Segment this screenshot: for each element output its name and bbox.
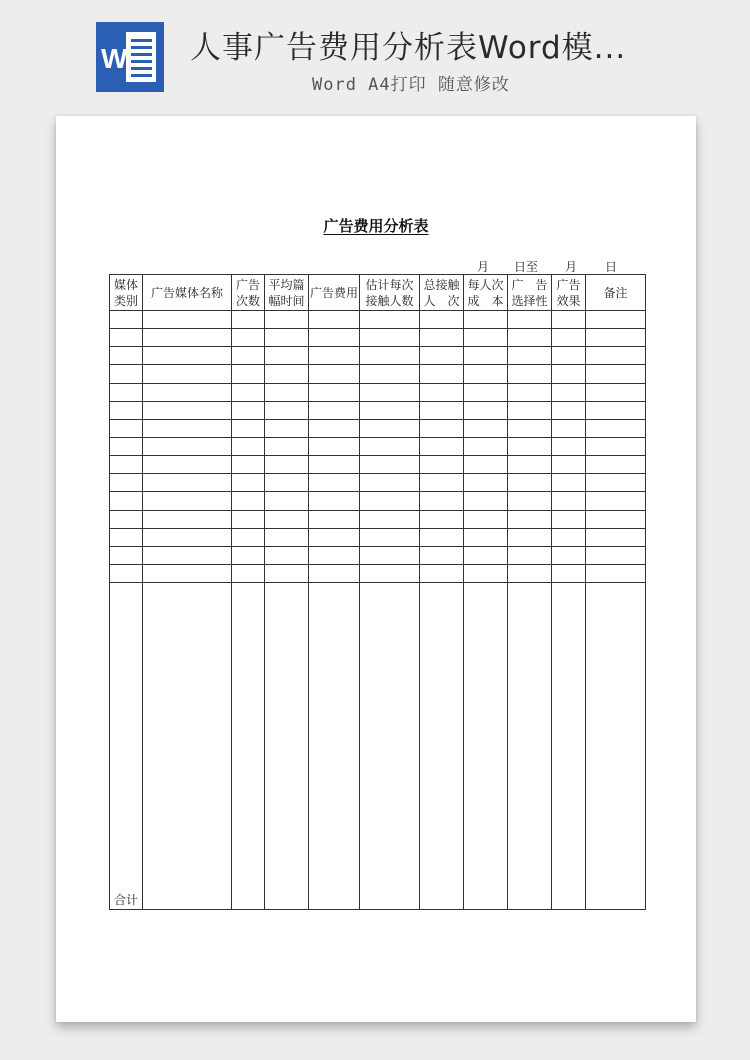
date-day-to: 日至: [514, 260, 539, 274]
table-cell: [265, 401, 309, 419]
table-cell: [232, 383, 265, 401]
table-cell: [265, 583, 309, 910]
table-cell: [586, 419, 646, 437]
table-cell: [143, 383, 232, 401]
table-cell: [552, 401, 586, 419]
table-cell: [464, 347, 508, 365]
table-cell: [110, 383, 143, 401]
table-cell: [110, 528, 143, 546]
table-cell: [143, 456, 232, 474]
table-cell: [552, 311, 586, 329]
table-row: [110, 510, 646, 528]
table-cell: [309, 456, 360, 474]
document-page: [56, 116, 696, 1022]
document-title: 广告费用分析表: [323, 217, 429, 235]
table-cell: [508, 383, 552, 401]
table-cell: [586, 437, 646, 455]
table-cell: [232, 474, 265, 492]
table-cell: [420, 347, 464, 365]
table-cell: [464, 365, 508, 383]
table-cell: [232, 437, 265, 455]
table-cell: [143, 583, 232, 910]
table-cell: [360, 401, 420, 419]
table-cell: [420, 510, 464, 528]
table-cell: [508, 311, 552, 329]
table-cell: [508, 347, 552, 365]
table-cell: [508, 564, 552, 582]
table-cell: [420, 419, 464, 437]
table-cell: [508, 492, 552, 510]
table-cell: [110, 401, 143, 419]
table-cell: [309, 365, 360, 383]
table-cell: [110, 329, 143, 347]
table-cell: [360, 329, 420, 347]
table-cell: [232, 564, 265, 582]
table-row: [110, 329, 646, 347]
table-cell: [265, 564, 309, 582]
table-cell: [265, 347, 309, 365]
table-cell: [552, 492, 586, 510]
table-cell: [464, 437, 508, 455]
table-cell: [464, 528, 508, 546]
table-cell: [552, 456, 586, 474]
table-cell: [143, 564, 232, 582]
table-row: [110, 492, 646, 510]
table-cell: [110, 492, 143, 510]
table-cell: [508, 528, 552, 546]
table-cell: [232, 401, 265, 419]
table-cell: [232, 546, 265, 564]
table-row: [110, 401, 646, 419]
column-header: 广告 效果: [552, 275, 586, 311]
table-cell: [552, 528, 586, 546]
table-cell: [508, 456, 552, 474]
table-cell: [143, 510, 232, 528]
table-cell: [552, 419, 586, 437]
table-cell: [309, 564, 360, 582]
table-cell: [420, 311, 464, 329]
table-cell: [143, 311, 232, 329]
table-cell: [586, 583, 646, 910]
table-cell: [508, 437, 552, 455]
table-cell: [586, 546, 646, 564]
column-header: 总接触 人 次: [420, 275, 464, 311]
column-header: 媒体 类别: [110, 275, 143, 311]
table-cell: [360, 311, 420, 329]
table-cell: [265, 474, 309, 492]
table-cell: [464, 546, 508, 564]
table-cell: [508, 365, 552, 383]
table-cell: [420, 492, 464, 510]
table-cell: [552, 510, 586, 528]
table-cell: [309, 401, 360, 419]
column-header: 估计每次 接触人数: [360, 275, 420, 311]
word-icon-letter: W: [101, 43, 128, 74]
table-cell: [265, 419, 309, 437]
table-cell: [110, 474, 143, 492]
table-cell: [309, 437, 360, 455]
table-cell: [420, 546, 464, 564]
table-cell: [232, 311, 265, 329]
table-cell: [360, 419, 420, 437]
table-row: [110, 456, 646, 474]
table-cell: [360, 347, 420, 365]
column-header: 平均篇 幅时间: [265, 275, 309, 311]
table-row: [110, 546, 646, 564]
table-cell: [360, 437, 420, 455]
table-cell: [265, 528, 309, 546]
table-cell: [586, 401, 646, 419]
table-cell: [143, 365, 232, 383]
table-cell: [309, 311, 360, 329]
table-cell: [110, 419, 143, 437]
date-day-end: 日: [605, 260, 618, 274]
table-cell: [508, 329, 552, 347]
table-cell: [586, 383, 646, 401]
table-cell: [360, 546, 420, 564]
table-cell: [464, 401, 508, 419]
table-cell: [232, 510, 265, 528]
column-header: 每人次 成 本: [464, 275, 508, 311]
table-cell: [265, 510, 309, 528]
table-cell: [309, 383, 360, 401]
table-cell: [143, 419, 232, 437]
table-cell: [420, 365, 464, 383]
table-cell: [265, 456, 309, 474]
table-cell: [464, 329, 508, 347]
table-row: [110, 564, 646, 582]
table-cell: [552, 329, 586, 347]
table-cell: [309, 329, 360, 347]
table-cell: [552, 365, 586, 383]
table-cell: [110, 546, 143, 564]
table-cell: [232, 492, 265, 510]
table-cell: [508, 546, 552, 564]
table-cell: [420, 383, 464, 401]
table-cell: [464, 474, 508, 492]
column-header: 广 告 选择性: [508, 275, 552, 311]
table-cell: [265, 492, 309, 510]
table-cell: [309, 528, 360, 546]
table-cell: [552, 583, 586, 910]
table-cell: [586, 329, 646, 347]
table-row: [110, 383, 646, 401]
table-cell: [420, 437, 464, 455]
table-cell: [586, 365, 646, 383]
analysis-table: [109, 274, 646, 910]
table-row: [110, 347, 646, 365]
table-cell: [420, 456, 464, 474]
table-cell: [265, 311, 309, 329]
table-cell: [360, 474, 420, 492]
table-cell: [232, 329, 265, 347]
table-cell: [464, 456, 508, 474]
table-cell: [552, 383, 586, 401]
table-cell: [360, 583, 420, 910]
date-month-end: 月: [565, 260, 578, 274]
table-cell: [265, 383, 309, 401]
table-cell: [360, 528, 420, 546]
table-cell: [143, 474, 232, 492]
table-cell: [464, 492, 508, 510]
table-cell: [508, 474, 552, 492]
table-body: [110, 311, 646, 910]
word-icon: [96, 22, 164, 92]
table-cell: [309, 546, 360, 564]
page-subtitle: Word A4打印 随意修改: [312, 75, 510, 95]
table-cell: [309, 492, 360, 510]
table-cell: [464, 419, 508, 437]
table-row: [110, 437, 646, 455]
table-cell: [232, 583, 265, 910]
table-cell: [360, 365, 420, 383]
table-cell: [110, 365, 143, 383]
table-cell: [110, 347, 143, 365]
date-month-start: 月: [477, 260, 490, 274]
table-cell: [143, 546, 232, 564]
table-cell: [110, 311, 143, 329]
table-cell: [360, 510, 420, 528]
table-cell: [586, 474, 646, 492]
table-cell: [420, 329, 464, 347]
table-row: [110, 528, 646, 546]
table-cell: [143, 492, 232, 510]
column-header: 广告媒体名称: [143, 275, 232, 311]
table-cell: [309, 583, 360, 910]
table-cell: [586, 564, 646, 582]
table-cell: [232, 456, 265, 474]
column-header: 广告费用: [309, 275, 360, 311]
table-cell: [143, 401, 232, 419]
table-cell: [464, 311, 508, 329]
table-cell: [360, 564, 420, 582]
table-cell: [508, 401, 552, 419]
table-cell: [265, 365, 309, 383]
table-cell: [552, 437, 586, 455]
table-cell: [552, 564, 586, 582]
table-cell: [586, 311, 646, 329]
table-cell: [110, 456, 143, 474]
table-cell: [586, 528, 646, 546]
table-cell: [552, 347, 586, 365]
table-cell: [265, 546, 309, 564]
table-cell: [420, 564, 464, 582]
table-cell: [464, 583, 508, 910]
table-cell: [309, 474, 360, 492]
table-cell: [309, 347, 360, 365]
table-row: [110, 474, 646, 492]
column-header: 广告 次数: [232, 275, 265, 311]
total-row: [110, 583, 646, 910]
table-cell: [110, 437, 143, 455]
table-cell: [508, 419, 552, 437]
table-cell: [508, 510, 552, 528]
table-cell: [586, 492, 646, 510]
table-row: [110, 365, 646, 383]
table-cell: [420, 474, 464, 492]
table-cell: [110, 564, 143, 582]
table-cell: [420, 583, 464, 910]
table-cell: [420, 401, 464, 419]
table-cell: [586, 347, 646, 365]
table-cell: [265, 329, 309, 347]
table-cell: [464, 383, 508, 401]
table-cell: [420, 528, 464, 546]
table-cell: [143, 437, 232, 455]
table-cell: [360, 492, 420, 510]
column-header: 备注: [586, 275, 646, 311]
table-cell: [552, 546, 586, 564]
table-cell: [232, 365, 265, 383]
table-row: [110, 419, 646, 437]
table-cell: [360, 383, 420, 401]
table-cell: [265, 437, 309, 455]
table-cell: [232, 528, 265, 546]
table-cell: [143, 329, 232, 347]
total-label: 合计: [110, 583, 143, 910]
table-cell: [232, 419, 265, 437]
table-cell: [143, 347, 232, 365]
table-header-row: [110, 275, 646, 311]
table-cell: [360, 456, 420, 474]
table-row: [110, 311, 646, 329]
table-cell: [586, 510, 646, 528]
table-cell: [552, 474, 586, 492]
table-cell: [464, 510, 508, 528]
header: [0, 0, 750, 112]
table-cell: [464, 564, 508, 582]
table-cell: [508, 583, 552, 910]
table-cell: [143, 528, 232, 546]
table-cell: [586, 456, 646, 474]
table-cell: [110, 510, 143, 528]
page-title: 人事广告费用分析表Word模...: [190, 30, 627, 66]
table-cell: [309, 510, 360, 528]
table-cell: [309, 419, 360, 437]
table-cell: [232, 347, 265, 365]
